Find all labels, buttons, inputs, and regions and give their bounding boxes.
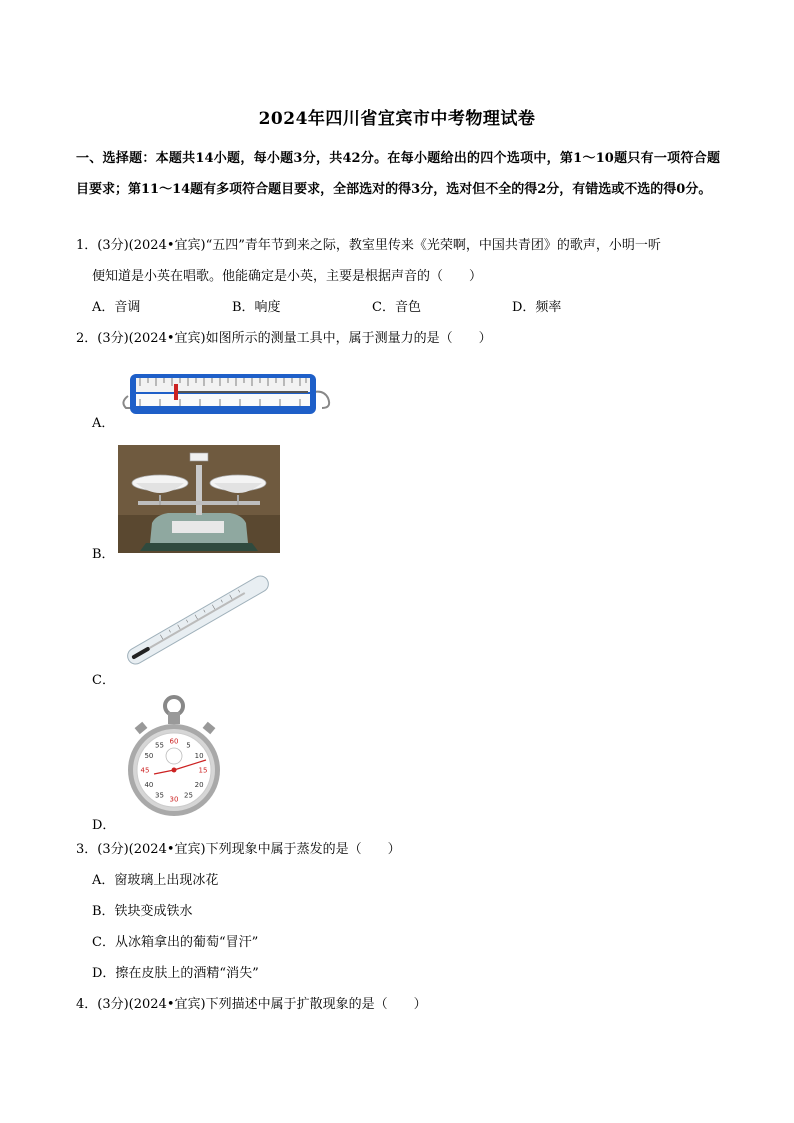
stopwatch-number: 40 [144,781,154,789]
stopwatch-figure [124,694,228,820]
option-b-label[interactable]: B． [92,547,115,562]
thermometer-figure [118,574,276,666]
question-2 [76,323,720,354]
page-title: 2024年四川省宜宾市中考物理试卷 [258,109,536,129]
option-d[interactable]: D．频率 [512,300,562,315]
q3-option-a[interactable]: A．窗玻璃上出现冰花 [92,873,219,888]
stopwatch-number: 30 [169,795,179,804]
stopwatch-number: 15 [198,766,208,775]
option-c-label[interactable]: C． [92,673,115,688]
stopwatch-number: 5 [186,741,191,750]
stopwatch-number: 10 [194,752,204,760]
question-4-stem: 4．(3分)(2024•宜宾)下列描述中属于扩散现象的是（ ） [76,997,427,1012]
question-4 [76,989,720,1020]
balance-figure [118,445,280,553]
option-b[interactable]: B．响度 [232,300,281,315]
option-d-label[interactable]: D． [92,818,116,833]
stopwatch-number: 25 [184,791,193,800]
question-1-options [92,292,652,323]
stopwatch-number: 35 [155,791,164,800]
stopwatch-number: 55 [155,741,164,750]
stopwatch-number: 50 [144,752,154,760]
q3-option-c[interactable]: C．从冰箱拿出的葡萄“冒汗” [92,935,259,950]
question-3 [76,834,720,865]
question-1-stem-line1: 1．(3分)(2024•宜宾)“五四”青年节到来之际，教室里传来《光荣啊，中国共青团》的歌声，小明一听 [76,238,661,253]
stopwatch-number: 20 [194,781,204,789]
question-3-stem: 3．(3分)(2024•宜宾)下列现象中属于蒸发的是（ ） [76,842,401,857]
spring-scale-figure [118,364,338,426]
stopwatch-number: 60 [169,737,179,746]
section-heading: 一、选择题：本题共14小题，每小题3分，共42分。在每小题给出的四个选项中，第1～10题只有一项符合题目要求；第11～14题有多项符合题目要求，全部选对的得3分，选对但不全的得2分，有错选或不选的得0分。 [76,151,720,197]
q3-option-d[interactable]: D．擦在皮肤上的酒精“消失” [92,966,259,981]
question-2-stem: 2．(3分)(2024•宜宾)如图所示的测量工具中，属于测量力的是（ ） [76,331,492,346]
q3-option-b[interactable]: B．铁块变成铁水 [92,904,193,919]
option-a[interactable]: A．音调 [92,300,141,315]
option-c[interactable]: C．音色 [372,300,421,315]
option-a-label[interactable]: A． [92,416,115,431]
stopwatch-number: 45 [140,766,150,775]
question-1 [76,230,720,292]
question-1-stem-line2: 便知道是小英在唱歌。他能确定是小英，主要是根据声音的（ ） [92,269,483,284]
